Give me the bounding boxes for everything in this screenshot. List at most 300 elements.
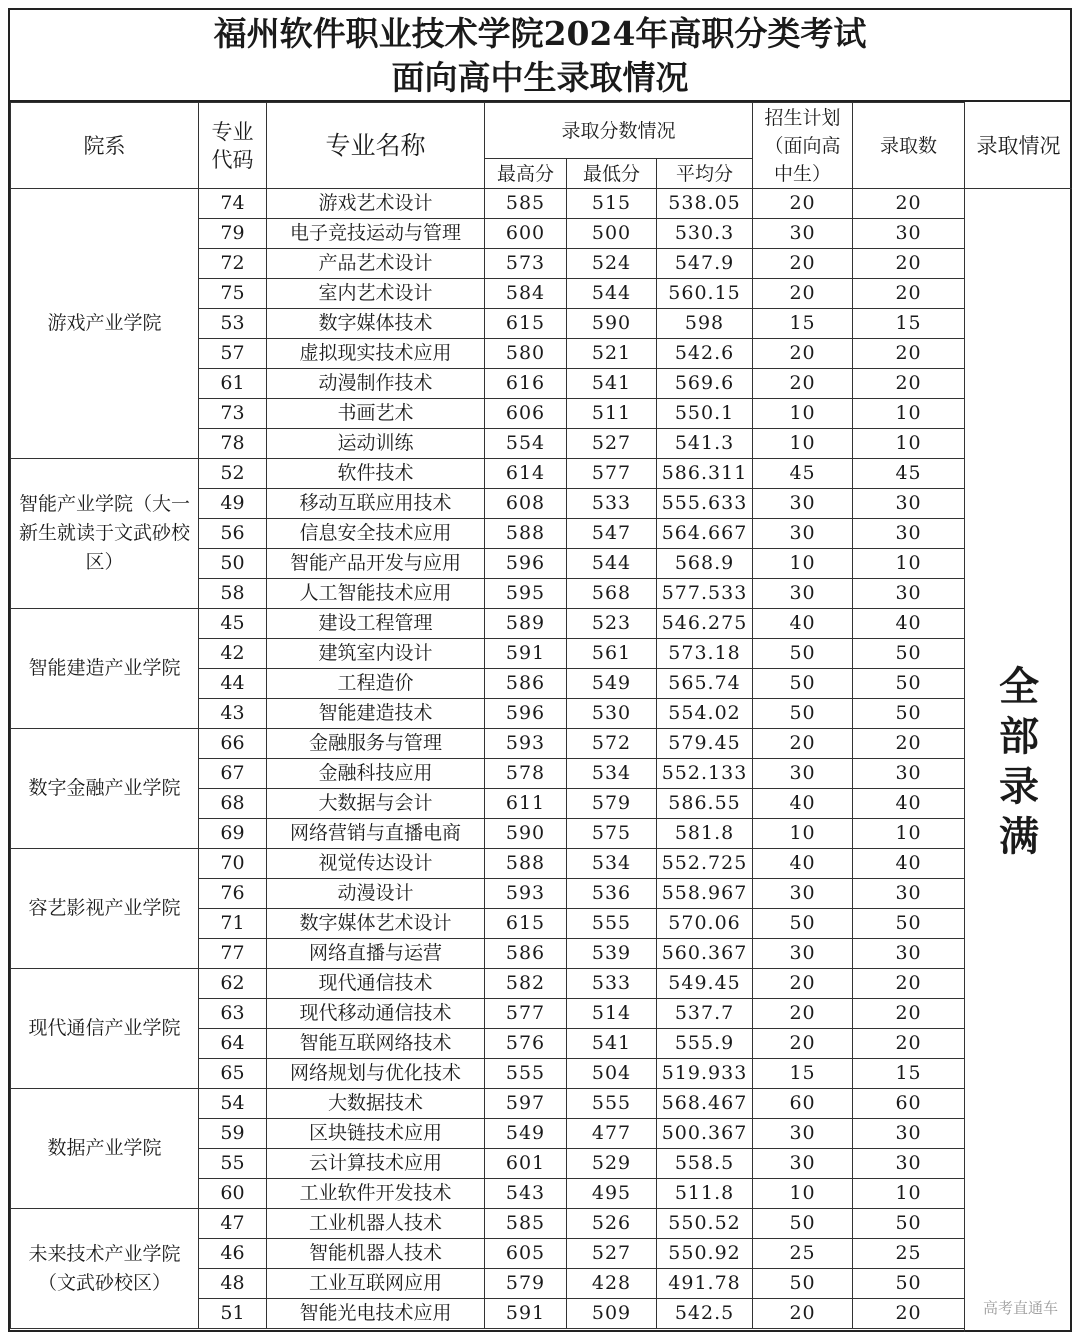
table-row — [11, 189, 965, 219]
status-char: 满 — [999, 813, 1039, 860]
avg-score: 552.725 — [657, 849, 753, 879]
max-score: 600 — [485, 219, 567, 249]
table-row — [11, 969, 965, 999]
plan-count: 20 — [753, 1299, 853, 1329]
major-code: 67 — [199, 759, 267, 789]
plan-count: 10 — [753, 399, 853, 429]
dept-name: 数据产业学院 — [11, 1089, 199, 1209]
min-score: 515 — [567, 189, 657, 219]
plan-count: 50 — [753, 639, 853, 669]
major-name: 游戏艺术设计 — [267, 189, 485, 219]
admitted-count: 10 — [853, 429, 965, 459]
avg-score: 586.55 — [657, 789, 753, 819]
major-code: 44 — [199, 669, 267, 699]
avg-score: 554.02 — [657, 699, 753, 729]
max-score: 586 — [485, 939, 567, 969]
max-score: 601 — [485, 1149, 567, 1179]
major-code: 65 — [199, 1059, 267, 1089]
major-name: 智能互联网络技术 — [267, 1029, 485, 1059]
header-max: 最高分 — [485, 159, 567, 189]
major-code: 53 — [199, 309, 267, 339]
avg-score: 500.367 — [657, 1119, 753, 1149]
admitted-count: 20 — [853, 249, 965, 279]
min-score: 514 — [567, 999, 657, 1029]
major-code: 74 — [199, 189, 267, 219]
max-score: 595 — [485, 579, 567, 609]
watermark: 高考直通车 — [982, 1299, 1058, 1317]
admitted-count: 20 — [853, 1299, 965, 1329]
plan-count: 10 — [753, 1179, 853, 1209]
admitted-count: 10 — [853, 549, 965, 579]
admitted-count: 25 — [853, 1239, 965, 1269]
min-score: 530 — [567, 699, 657, 729]
major-name: 区块链技术应用 — [267, 1119, 485, 1149]
plan-count: 30 — [753, 1119, 853, 1149]
major-name: 运动训练 — [267, 429, 485, 459]
admitted-count: 30 — [853, 579, 965, 609]
min-score: 526 — [567, 1209, 657, 1239]
min-score: 500 — [567, 219, 657, 249]
avg-score: 568.467 — [657, 1089, 753, 1119]
plan-count: 20 — [753, 249, 853, 279]
dept-name: 未来技术产业学院（文武砂校区） — [11, 1209, 199, 1329]
plan-count: 10 — [753, 549, 853, 579]
min-score: 523 — [567, 609, 657, 639]
plan-count: 50 — [753, 1209, 853, 1239]
avg-score: 577.533 — [657, 579, 753, 609]
table-row — [11, 609, 965, 639]
min-score: 534 — [567, 759, 657, 789]
max-score: 573 — [485, 249, 567, 279]
plan-count: 10 — [753, 819, 853, 849]
major-name: 建设工程管理 — [267, 609, 485, 639]
admitted-count: 40 — [853, 609, 965, 639]
min-score: 539 — [567, 939, 657, 969]
header-code: 专业代码 — [199, 103, 267, 189]
header-avg: 平均分 — [657, 159, 753, 189]
admitted-count: 20 — [853, 999, 965, 1029]
max-score: 585 — [485, 1209, 567, 1239]
major-code: 42 — [199, 639, 267, 669]
major-code: 78 — [199, 429, 267, 459]
max-score: 582 — [485, 969, 567, 999]
major-name: 工业软件开发技术 — [267, 1179, 485, 1209]
max-score: 597 — [485, 1089, 567, 1119]
major-name: 视觉传达设计 — [267, 849, 485, 879]
max-score: 576 — [485, 1029, 567, 1059]
admitted-count: 10 — [853, 399, 965, 429]
plan-count: 20 — [753, 729, 853, 759]
min-score: 524 — [567, 249, 657, 279]
admitted-count: 45 — [853, 459, 965, 489]
plan-count: 20 — [753, 999, 853, 1029]
avg-score: 546.275 — [657, 609, 753, 639]
major-name: 网络营销与直播电商 — [267, 819, 485, 849]
plan-count: 20 — [753, 279, 853, 309]
major-name: 移动互联应用技术 — [267, 489, 485, 519]
major-name: 大数据与会计 — [267, 789, 485, 819]
header-plan: 招生计划（面向高中生） — [753, 103, 853, 189]
min-score: 527 — [567, 429, 657, 459]
major-code: 70 — [199, 849, 267, 879]
avg-score: 511.8 — [657, 1179, 753, 1209]
max-score: 588 — [485, 519, 567, 549]
plan-count: 30 — [753, 879, 853, 909]
min-score: 527 — [567, 1239, 657, 1269]
plan-count: 30 — [753, 759, 853, 789]
admitted-count: 15 — [853, 309, 965, 339]
major-code: 48 — [199, 1269, 267, 1299]
max-score: 580 — [485, 339, 567, 369]
major-code: 72 — [199, 249, 267, 279]
min-score: 572 — [567, 729, 657, 759]
major-code: 76 — [199, 879, 267, 909]
min-score: 504 — [567, 1059, 657, 1089]
min-score: 521 — [567, 339, 657, 369]
major-name: 动漫设计 — [267, 879, 485, 909]
major-code: 50 — [199, 549, 267, 579]
status-char: 全 — [999, 663, 1039, 710]
min-score: 549 — [567, 669, 657, 699]
dept-name: 数字金融产业学院 — [11, 729, 199, 849]
min-score: 428 — [567, 1269, 657, 1299]
plan-count: 20 — [753, 339, 853, 369]
major-name: 软件技术 — [267, 459, 485, 489]
plan-count: 50 — [753, 699, 853, 729]
page-title — [10, 10, 1070, 102]
avg-score: 550.92 — [657, 1239, 753, 1269]
max-score: 615 — [485, 309, 567, 339]
min-score: 544 — [567, 279, 657, 309]
plan-count: 40 — [753, 609, 853, 639]
max-score: 589 — [485, 609, 567, 639]
major-name: 现代移动通信技术 — [267, 999, 485, 1029]
max-score: 584 — [485, 279, 567, 309]
plan-count: 45 — [753, 459, 853, 489]
header-score-group: 录取分数情况 — [485, 103, 753, 159]
admitted-count: 40 — [853, 789, 965, 819]
dept-name: 智能建造产业学院 — [11, 609, 199, 729]
table-row — [11, 849, 965, 879]
max-score: 579 — [485, 1269, 567, 1299]
major-name: 电子竞技运动与管理 — [267, 219, 485, 249]
admitted-count: 50 — [853, 699, 965, 729]
plan-count: 40 — [753, 849, 853, 879]
admitted-count: 10 — [853, 819, 965, 849]
major-name: 智能机器人技术 — [267, 1239, 485, 1269]
major-code: 59 — [199, 1119, 267, 1149]
major-name: 书画艺术 — [267, 399, 485, 429]
plan-count: 50 — [753, 1269, 853, 1299]
admitted-count: 30 — [853, 1149, 965, 1179]
plan-count: 50 — [753, 909, 853, 939]
avg-score: 581.8 — [657, 819, 753, 849]
avg-score: 530.3 — [657, 219, 753, 249]
min-score: 590 — [567, 309, 657, 339]
max-score: 614 — [485, 459, 567, 489]
min-score: 579 — [567, 789, 657, 819]
major-name: 云计算技术应用 — [267, 1149, 485, 1179]
max-score: 611 — [485, 789, 567, 819]
avg-score: 598 — [657, 309, 753, 339]
admitted-count: 50 — [853, 1269, 965, 1299]
plan-count: 40 — [753, 789, 853, 819]
admitted-count: 30 — [853, 219, 965, 249]
dept-name: 游戏产业学院 — [11, 189, 199, 459]
max-score: 608 — [485, 489, 567, 519]
min-score: 509 — [567, 1299, 657, 1329]
admitted-count: 20 — [853, 729, 965, 759]
plan-count: 10 — [753, 429, 853, 459]
table-row — [11, 459, 965, 489]
avg-score: 555.9 — [657, 1029, 753, 1059]
min-score: 477 — [567, 1119, 657, 1149]
avg-score: 564.667 — [657, 519, 753, 549]
avg-score: 549.45 — [657, 969, 753, 999]
avg-score: 569.6 — [657, 369, 753, 399]
plan-count: 30 — [753, 1149, 853, 1179]
max-score: 549 — [485, 1119, 567, 1149]
avg-score: 573.18 — [657, 639, 753, 669]
admission-table — [10, 102, 965, 1329]
max-score: 578 — [485, 759, 567, 789]
avg-score: 542.5 — [657, 1299, 753, 1329]
admitted-count: 60 — [853, 1089, 965, 1119]
status-char: 部 — [999, 713, 1039, 760]
major-name: 网络直播与运营 — [267, 939, 485, 969]
max-score: 593 — [485, 729, 567, 759]
admitted-count: 10 — [853, 1179, 965, 1209]
max-score: 543 — [485, 1179, 567, 1209]
min-score: 555 — [567, 1089, 657, 1119]
plan-count: 20 — [753, 1029, 853, 1059]
major-code: 58 — [199, 579, 267, 609]
admitted-count: 50 — [853, 909, 965, 939]
major-code: 45 — [199, 609, 267, 639]
max-score: 586 — [485, 669, 567, 699]
major-code: 73 — [199, 399, 267, 429]
plan-count: 20 — [753, 189, 853, 219]
min-score: 529 — [567, 1149, 657, 1179]
major-code: 63 — [199, 999, 267, 1029]
min-score: 533 — [567, 489, 657, 519]
major-name: 虚拟现实技术应用 — [267, 339, 485, 369]
admitted-count: 50 — [853, 639, 965, 669]
major-name: 数字媒体艺术设计 — [267, 909, 485, 939]
admitted-count: 40 — [853, 849, 965, 879]
admitted-count: 30 — [853, 1119, 965, 1149]
major-code: 43 — [199, 699, 267, 729]
avg-score: 547.9 — [657, 249, 753, 279]
avg-score: 550.1 — [657, 399, 753, 429]
major-name: 智能建造技术 — [267, 699, 485, 729]
admitted-count: 15 — [853, 1059, 965, 1089]
admitted-count: 20 — [853, 969, 965, 999]
plan-count: 25 — [753, 1239, 853, 1269]
min-score: 541 — [567, 369, 657, 399]
plan-count: 30 — [753, 519, 853, 549]
max-score: 605 — [485, 1239, 567, 1269]
major-code: 69 — [199, 819, 267, 849]
admitted-count: 30 — [853, 759, 965, 789]
admitted-count: 20 — [853, 189, 965, 219]
major-code: 55 — [199, 1149, 267, 1179]
major-name: 工业互联网应用 — [267, 1269, 485, 1299]
major-name: 智能光电技术应用 — [267, 1299, 485, 1329]
avg-score: 586.311 — [657, 459, 753, 489]
major-name: 人工智能技术应用 — [267, 579, 485, 609]
major-code: 71 — [199, 909, 267, 939]
major-name: 金融服务与管理 — [267, 729, 485, 759]
min-score: 544 — [567, 549, 657, 579]
major-code: 54 — [199, 1089, 267, 1119]
header-major: 专业名称 — [267, 103, 485, 189]
major-name: 智能产品开发与应用 — [267, 549, 485, 579]
admitted-count: 20 — [853, 369, 965, 399]
avg-score: 542.6 — [657, 339, 753, 369]
avg-score: 560.367 — [657, 939, 753, 969]
max-score: 615 — [485, 909, 567, 939]
admitted-count: 30 — [853, 879, 965, 909]
major-name: 网络规划与优化技术 — [267, 1059, 485, 1089]
dept-name: 容艺影视产业学院 — [11, 849, 199, 969]
admitted-count: 30 — [853, 519, 965, 549]
min-score: 568 — [567, 579, 657, 609]
admitted-count: 50 — [853, 669, 965, 699]
status-text — [965, 662, 1073, 862]
plan-count: 15 — [753, 309, 853, 339]
major-code: 46 — [199, 1239, 267, 1269]
title-line-1: 福州软件职业技术学院2024年高职分类考试 — [213, 14, 867, 53]
header-status: 录取情况 — [965, 102, 1072, 189]
status-column — [964, 102, 1072, 1332]
plan-count: 30 — [753, 939, 853, 969]
min-score: 561 — [567, 639, 657, 669]
major-name: 产品艺术设计 — [267, 249, 485, 279]
major-name: 信息安全技术应用 — [267, 519, 485, 549]
major-code: 62 — [199, 969, 267, 999]
table-row — [11, 1209, 965, 1239]
header-dept: 院系 — [11, 103, 199, 189]
major-code: 52 — [199, 459, 267, 489]
table-body — [11, 189, 965, 1329]
admitted-count: 50 — [853, 1209, 965, 1239]
avg-score: 555.633 — [657, 489, 753, 519]
major-code: 61 — [199, 369, 267, 399]
max-score: 593 — [485, 879, 567, 909]
avg-score: 579.45 — [657, 729, 753, 759]
major-name: 建筑室内设计 — [267, 639, 485, 669]
major-name: 现代通信技术 — [267, 969, 485, 999]
max-score: 577 — [485, 999, 567, 1029]
major-name: 数字媒体技术 — [267, 309, 485, 339]
max-score: 590 — [485, 819, 567, 849]
avg-score: 560.15 — [657, 279, 753, 309]
max-score: 585 — [485, 189, 567, 219]
avg-score: 570.06 — [657, 909, 753, 939]
avg-score: 552.133 — [657, 759, 753, 789]
major-code: 57 — [199, 339, 267, 369]
status-char: 录 — [999, 763, 1039, 810]
dept-name: 现代通信产业学院 — [11, 969, 199, 1089]
major-code: 51 — [199, 1299, 267, 1329]
major-code: 49 — [199, 489, 267, 519]
plan-count: 15 — [753, 1059, 853, 1089]
plan-count: 30 — [753, 489, 853, 519]
avg-score: 538.05 — [657, 189, 753, 219]
min-score: 577 — [567, 459, 657, 489]
max-score: 591 — [485, 1299, 567, 1329]
major-name: 室内艺术设计 — [267, 279, 485, 309]
major-code: 77 — [199, 939, 267, 969]
admitted-count: 20 — [853, 1029, 965, 1059]
table-row — [11, 729, 965, 759]
avg-score: 541.3 — [657, 429, 753, 459]
min-score: 511 — [567, 399, 657, 429]
admitted-count: 30 — [853, 939, 965, 969]
table-row — [11, 1089, 965, 1119]
major-code: 56 — [199, 519, 267, 549]
max-score: 554 — [485, 429, 567, 459]
plan-count: 30 — [753, 579, 853, 609]
max-score: 596 — [485, 699, 567, 729]
avg-score: 568.9 — [657, 549, 753, 579]
max-score: 596 — [485, 549, 567, 579]
major-code: 75 — [199, 279, 267, 309]
major-code: 47 — [199, 1209, 267, 1239]
max-score: 555 — [485, 1059, 567, 1089]
max-score: 616 — [485, 369, 567, 399]
max-score: 591 — [485, 639, 567, 669]
plan-count: 20 — [753, 969, 853, 999]
avg-score: 558.967 — [657, 879, 753, 909]
plan-count: 30 — [753, 219, 853, 249]
min-score: 541 — [567, 1029, 657, 1059]
plan-count: 60 — [753, 1089, 853, 1119]
avg-score: 519.933 — [657, 1059, 753, 1089]
header-admitted: 录取数 — [853, 103, 965, 189]
major-code: 79 — [199, 219, 267, 249]
min-score: 575 — [567, 819, 657, 849]
admitted-count: 30 — [853, 489, 965, 519]
major-code: 60 — [199, 1179, 267, 1209]
plan-count: 20 — [753, 369, 853, 399]
max-score: 606 — [485, 399, 567, 429]
avg-score: 550.52 — [657, 1209, 753, 1239]
major-code: 66 — [199, 729, 267, 759]
max-score: 588 — [485, 849, 567, 879]
plan-count: 50 — [753, 669, 853, 699]
min-score: 495 — [567, 1179, 657, 1209]
min-score: 533 — [567, 969, 657, 999]
major-name: 金融科技应用 — [267, 759, 485, 789]
min-score: 534 — [567, 849, 657, 879]
major-name: 工业机器人技术 — [267, 1209, 485, 1239]
major-name: 动漫制作技术 — [267, 369, 485, 399]
admitted-count: 20 — [853, 339, 965, 369]
header-min: 最低分 — [567, 159, 657, 189]
min-score: 555 — [567, 909, 657, 939]
avg-score: 565.74 — [657, 669, 753, 699]
major-name: 工程造价 — [267, 669, 485, 699]
avg-score: 558.5 — [657, 1149, 753, 1179]
avg-score: 491.78 — [657, 1269, 753, 1299]
major-code: 68 — [199, 789, 267, 819]
dept-name: 智能产业学院（大一新生就读于文武砂校区） — [11, 459, 199, 609]
major-code: 64 — [199, 1029, 267, 1059]
min-score: 547 — [567, 519, 657, 549]
min-score: 536 — [567, 879, 657, 909]
